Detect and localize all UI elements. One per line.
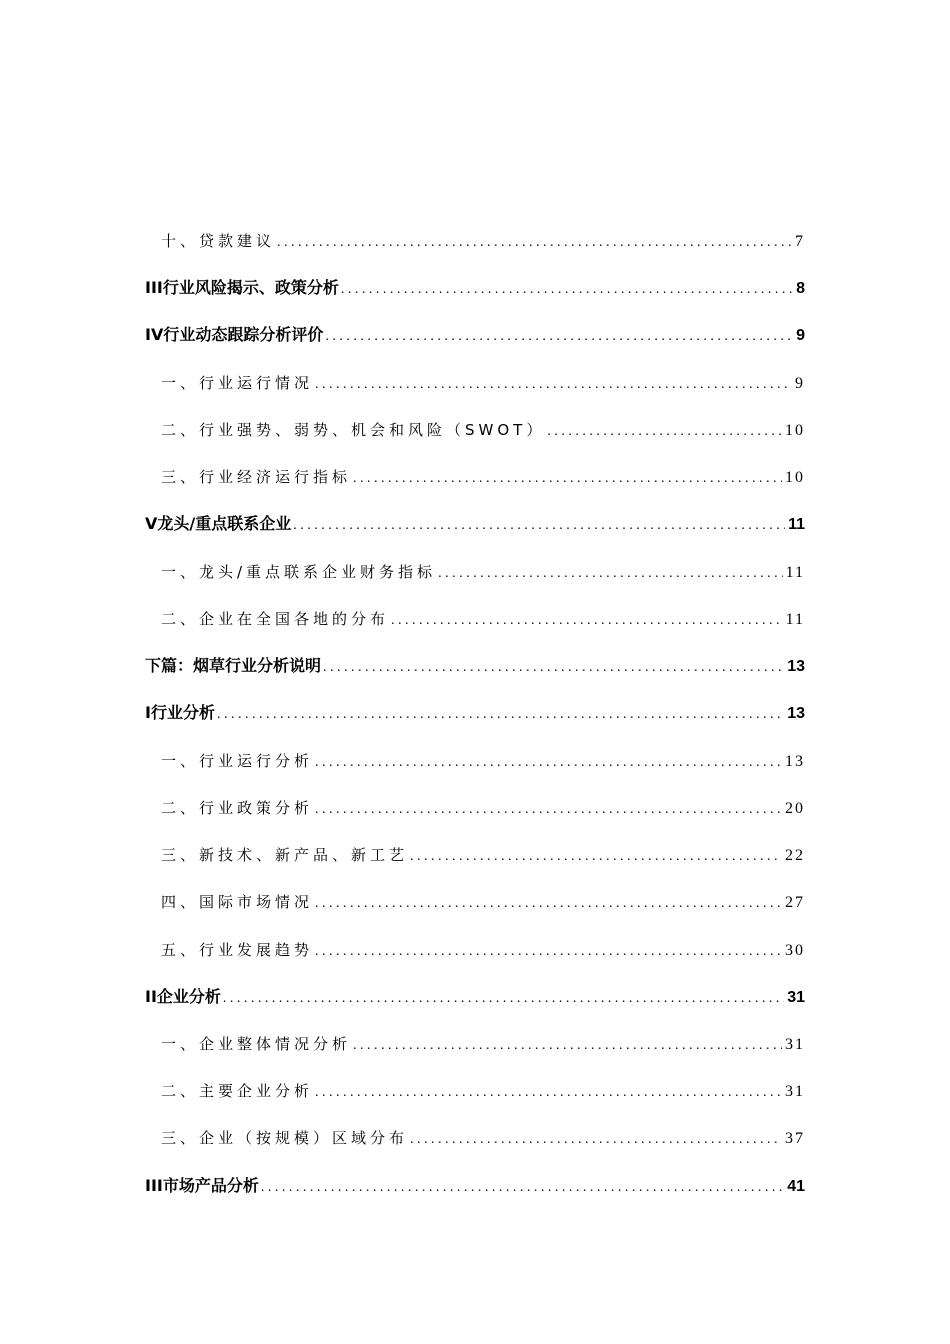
dot-leader [325,326,793,348]
dot-leader [315,374,792,396]
toc-entry[interactable] [161,608,805,632]
dot-leader [341,279,793,301]
toc-entry[interactable] [161,1033,805,1057]
toc-entry[interactable] [145,324,805,348]
dot-leader [315,799,782,821]
toc-page-number: 13 [785,753,805,770]
toc-entry-title: 三、新技术、新产品、新工艺 [161,846,409,864]
toc-entry-title: 五、行业发展趋势 [161,941,314,959]
toc-page-number: 10 [785,422,805,439]
toc-page-number: 37 [785,1130,805,1147]
toc-entry-title: 二、主要企业分析 [161,1082,314,1100]
toc-entry[interactable] [145,1175,805,1199]
toc-page-number: 41 [787,1178,805,1195]
toc-page-number: 22 [785,847,805,864]
dot-leader [223,988,784,1010]
toc-page-number: 31 [787,989,805,1006]
dot-leader [353,468,782,490]
toc-page-number: 13 [787,705,805,722]
toc-entry[interactable] [161,1127,805,1151]
dot-leader [410,1129,782,1151]
dot-leader [315,941,782,963]
dot-leader [315,893,782,915]
dot-leader [277,232,792,254]
toc-entry[interactable] [161,1080,805,1104]
dot-leader [438,563,783,585]
toc-entry-title: 三、行业经济运行指标 [161,468,352,486]
toc-entry-title: 下篇：烟草行业分析说明 [145,656,322,675]
toc-page-number: 20 [785,800,805,817]
toc-entry-title: II企业分析 [145,987,221,1006]
toc-entry-title: 二、行业政策分析 [161,799,314,817]
toc-entry[interactable] [145,513,805,537]
toc-entry-title: 十、贷款建议 [161,232,276,250]
toc-entry-title: 四、国际市场情况 [161,893,314,911]
toc-entry[interactable] [145,986,805,1010]
toc-page-number: 31 [785,1083,805,1100]
toc-entry[interactable] [145,655,805,679]
toc-entry-title: 一、行业运行情况 [161,374,314,392]
toc-entry[interactable] [145,702,805,726]
toc-entry-title: 一、龙头/重点联系企业财务指标 [161,563,437,581]
toc-page-number: 8 [796,280,805,297]
toc-entry[interactable] [161,891,805,915]
dot-leader [323,657,784,679]
toc-page-number: 11 [785,611,805,628]
toc-page-number: 11 [788,516,805,533]
toc-entry[interactable] [161,844,805,868]
toc-entry[interactable] [161,797,805,821]
dot-leader [547,421,782,443]
toc-page-number: 13 [787,658,805,675]
dot-leader [261,1177,784,1199]
toc-entry[interactable] [161,230,805,254]
toc-page-number: 27 [785,894,805,911]
toc-entry[interactable] [161,466,805,490]
toc-entry-title: 二、行业强势、弱势、机会和风险（SWOT） [161,421,546,439]
dot-leader [391,610,783,632]
toc-entry[interactable] [161,561,805,585]
toc-entry[interactable] [145,277,805,301]
dot-leader [293,515,785,537]
toc-entry-title: 二、企业在全国各地的分布 [161,610,390,628]
toc-entry-title: III市场产品分析 [145,1176,259,1195]
toc-page-number: 9 [796,327,805,344]
dot-leader [315,752,782,774]
toc-page-number: 30 [785,942,805,959]
toc-entry-title: 三、企业（按规模）区域分布 [161,1129,409,1147]
toc-page-number: 11 [785,564,805,581]
dot-leader [217,704,784,726]
toc-entry[interactable] [161,750,805,774]
toc-page-number: 7 [795,233,805,250]
dot-leader [353,1035,782,1057]
toc-entry-title: IV行业动态跟踪分析评价 [145,325,324,344]
toc-entry-title: 一、行业运行分析 [161,752,314,770]
dot-leader [410,846,782,868]
dot-leader [315,1082,782,1104]
toc-entry-title: 一、企业整体情况分析 [161,1035,352,1053]
toc-entry[interactable] [161,419,805,443]
toc-entry-title: III行业风险揭示、政策分析 [145,278,339,297]
toc-entry-title: V龙头/重点联系企业 [145,514,292,533]
toc-entry[interactable] [161,939,805,963]
toc-page-number: 31 [785,1036,805,1053]
toc-page-number: 10 [785,469,805,486]
toc-entry[interactable] [161,372,805,396]
toc-entry-title: I行业分析 [145,703,215,722]
toc-page-number: 9 [795,375,805,392]
